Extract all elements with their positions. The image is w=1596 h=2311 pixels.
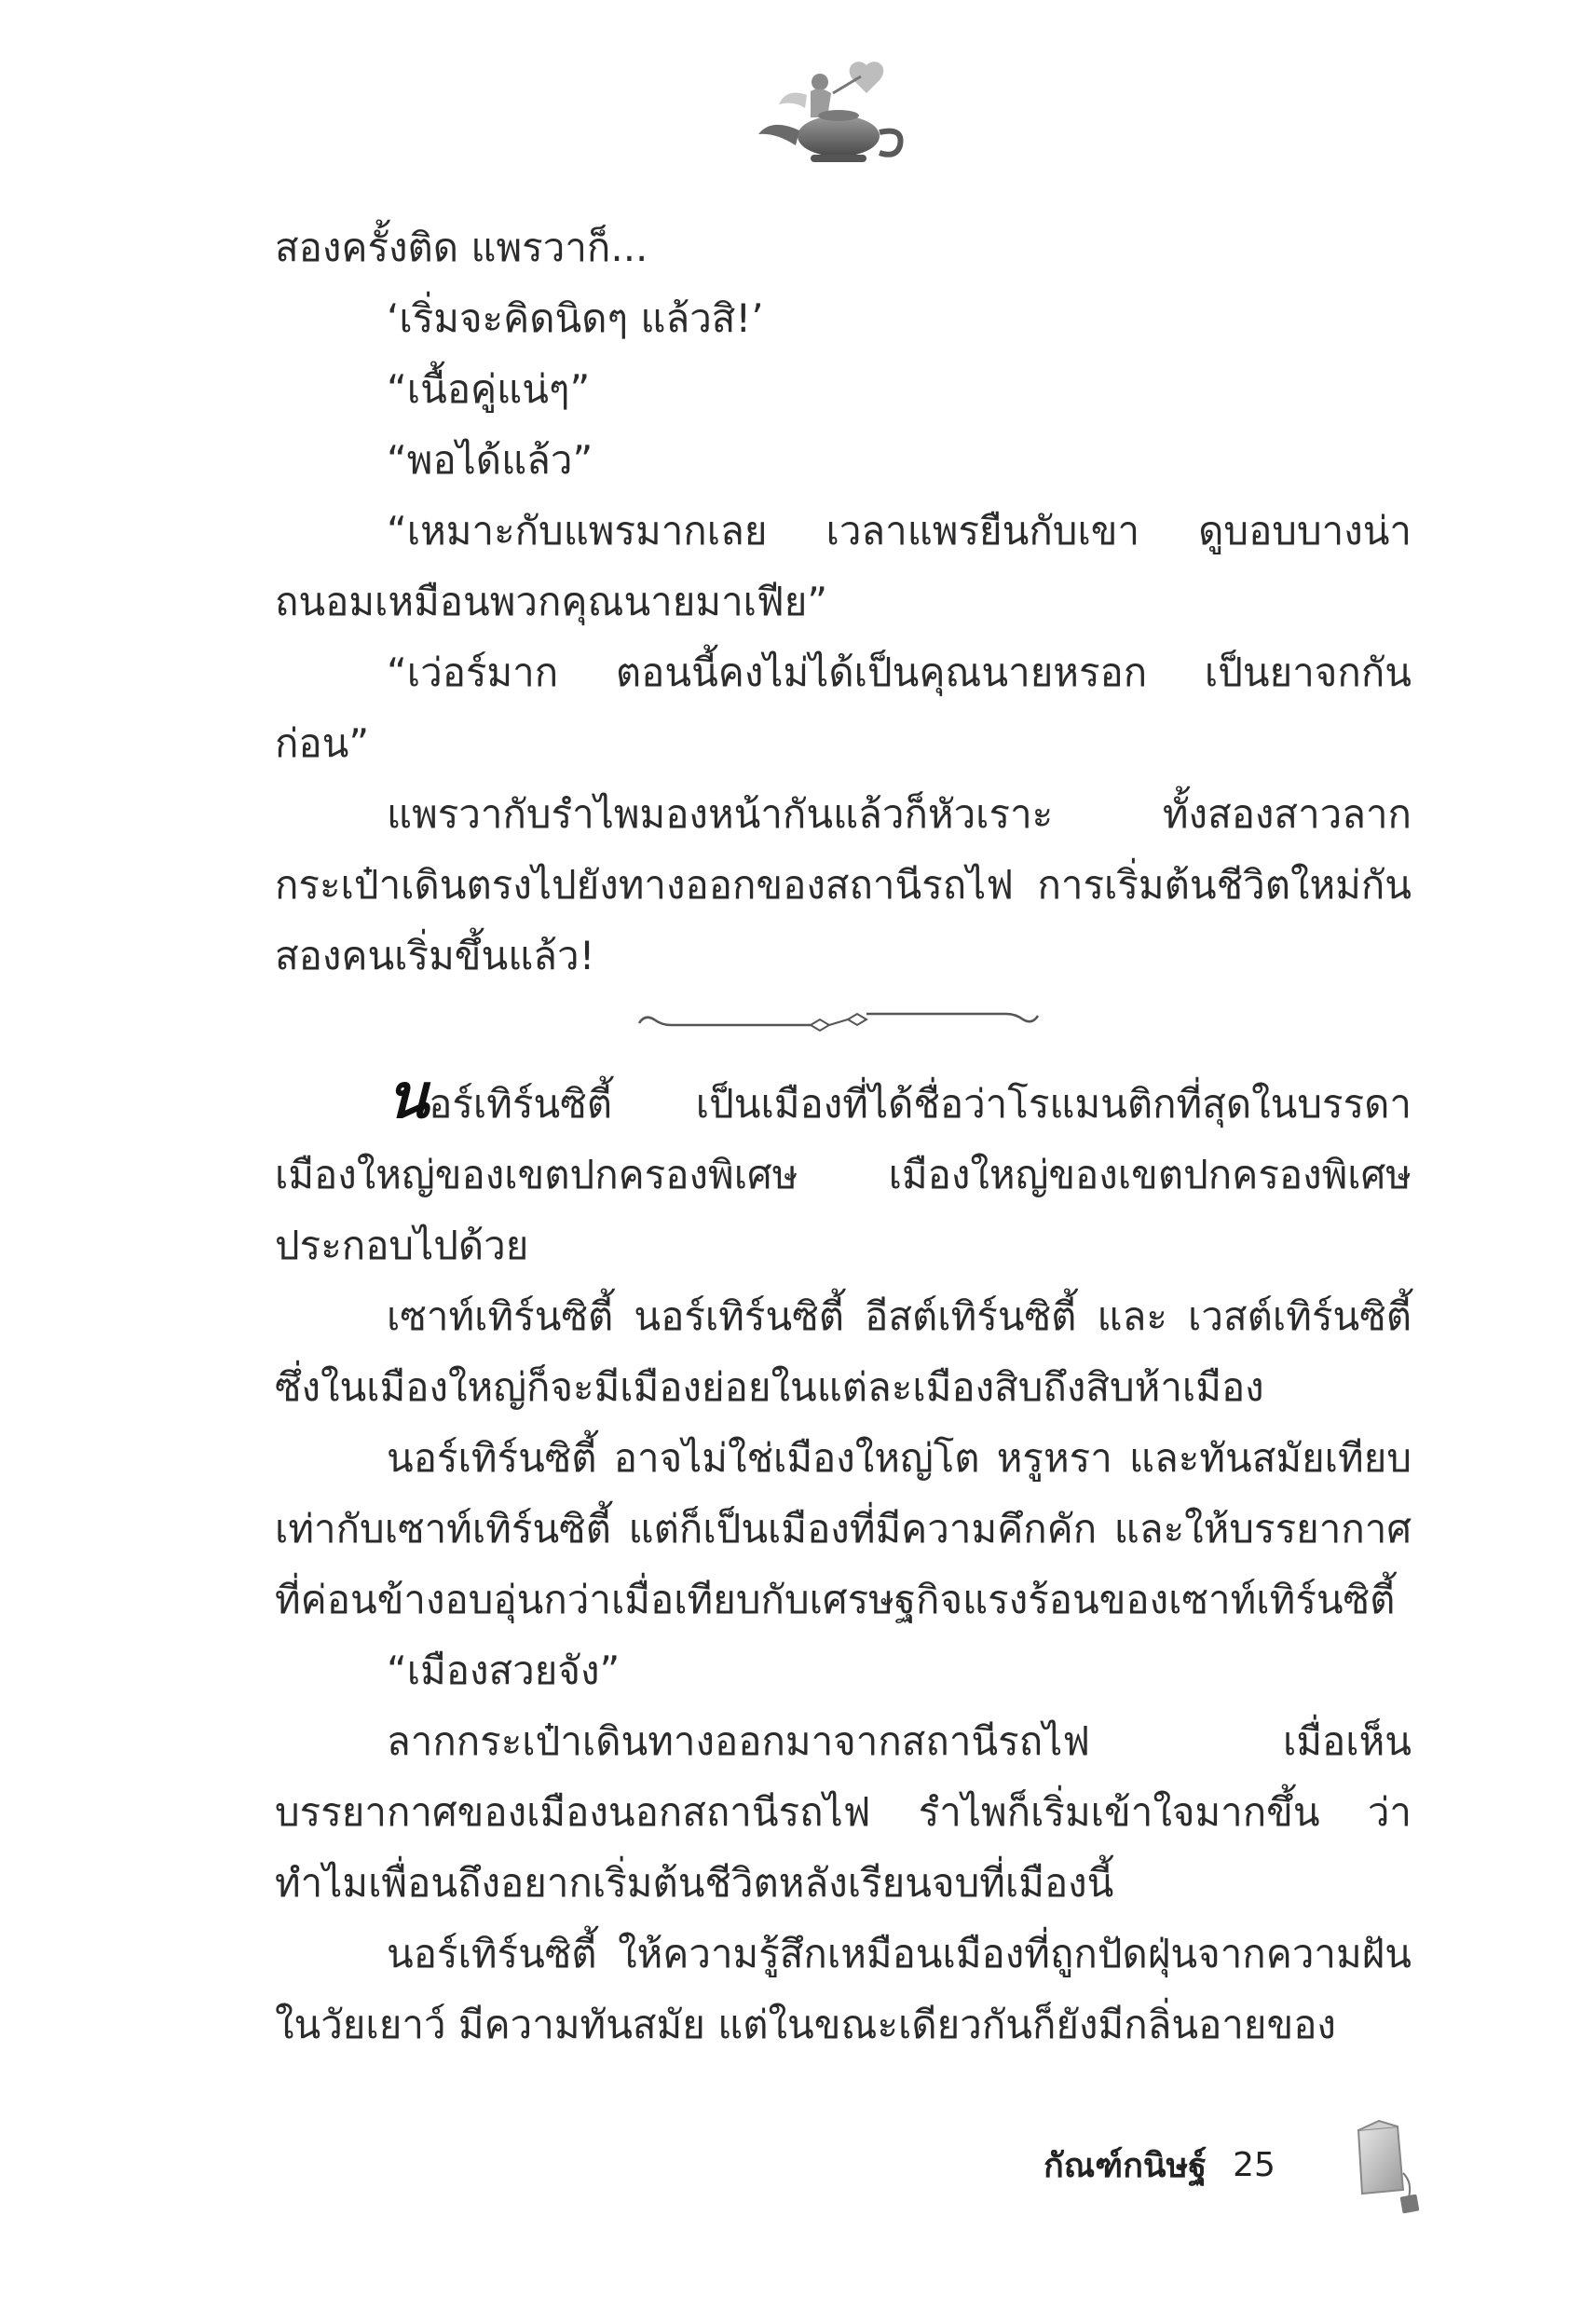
paragraph: เซาท์เทิร์นซิตี้ นอร์เทิร์นซิตี้ อีสต์เทิร์นซิตี้ และ เวสต์เทิร์นซิตี้ ซึ่งในเมืองใหญ่ก็จะมีเมืองย่อยในแต่ละเมืองสิบถึงสิบห้าเมือง	[275, 1293, 1412, 1410]
paragraph: นอร์เทิร์นซิตี้ อาจไม่ใช่เมืองใหญ่โต หรูหรา และทันสมัยเทียบเท่ากับเซาท์เทิร์นซิตี้ แต่ก็เป็นเมืองที่มีความคึกคัก และให้บรรยากาศที่ค่อนข้างอบอุ่นกว่าเมื่อเทียบกับเศรษฐกิจแรงร้อนของเซาท์เทิร์นซิตี้	[275, 1435, 1412, 1622]
paragraph-text: อร์เทิร์นซิตี้ เป็นเมืองที่ได้ชื่อว่าโรแมนติกที่สุดในบรรดาเมืองใหญ่ของเขตปกครองพิเศษ เมืองใหญ่ของเขตปกครองพิเศษประกอบไปด้วย	[275, 1081, 1412, 1268]
paragraph: ลากกระเป๋าเดินทางออกมาจากสถานีรถไฟ เมื่อเห็นบรรยากาศของเมืองนอกสถานีรถไฟ รำไพก็เริ่มเข้าใจมากขึ้น ว่าทำไมเพื่อนถึงอยากเริ่มต้นชีวิตหลังเรียนจบที่เมืองนี้	[275, 1718, 1412, 1906]
tea-bag-icon	[1351, 2117, 1425, 2220]
paragraph: “เมืองสวยจัง”	[387, 1648, 621, 1693]
page-number: 25	[1233, 2145, 1275, 2184]
paragraph: นอร์เทิร์นซิตี้ ให้ความรู้สึกเหมือนเมืองที่ถูกปัดฝุ่นจากความฝันในวัยเยาว์ มีความทันสมัย แต่ในขณะเดียวกันก็ยังมีกลิ่นอายของ	[275, 1931, 1412, 2047]
paragraph: “พอได้แล้ว”	[387, 437, 593, 483]
book-title: กัณฑ์กนิษฐ์	[1044, 2146, 1207, 2185]
story-text-section-1	[275, 212, 1412, 991]
paragraph: สองครั้งติด แพรวาก็...	[275, 225, 648, 270]
paragraph: แพรวากับรำไพมองหน้ากันแล้วก็หัวเราะ ทั้งสองสาวลากกระเป๋าเดินตรงไปยังทางออกของสถานีรถไฟ การเริ่มต้นชีวิตใหม่กันสองคนเริ่มขึ้นแล้ว!	[275, 791, 1412, 978]
paragraph: “เหมาะกับแพรมากเลย เวลาแพรยืนกับเขา ดูบอบบางน่าถนอมเหมือนพวกคุณนายมาเฟีย”	[275, 508, 1412, 624]
ornamental-divider-icon	[634, 999, 1044, 1040]
drop-cap: น	[387, 1060, 430, 1132]
paragraph: ‘เริ่มจะคิดนิดๆ แล้วสิ!’	[387, 295, 764, 341]
teapot-cupid-icon	[755, 54, 913, 175]
paragraph: “เนื้อคู่แน่ๆ”	[387, 366, 591, 412]
story-text-section-2	[275, 1060, 1412, 2060]
paragraph: “เว่อร์มาก ตอนนี้คงไม่ได้เป็นคุณนายหรอก เป็นยาจกกันก่อน”	[275, 650, 1412, 766]
first-paragraph	[275, 1060, 1412, 1281]
page-footer	[1044, 2132, 1275, 2197]
